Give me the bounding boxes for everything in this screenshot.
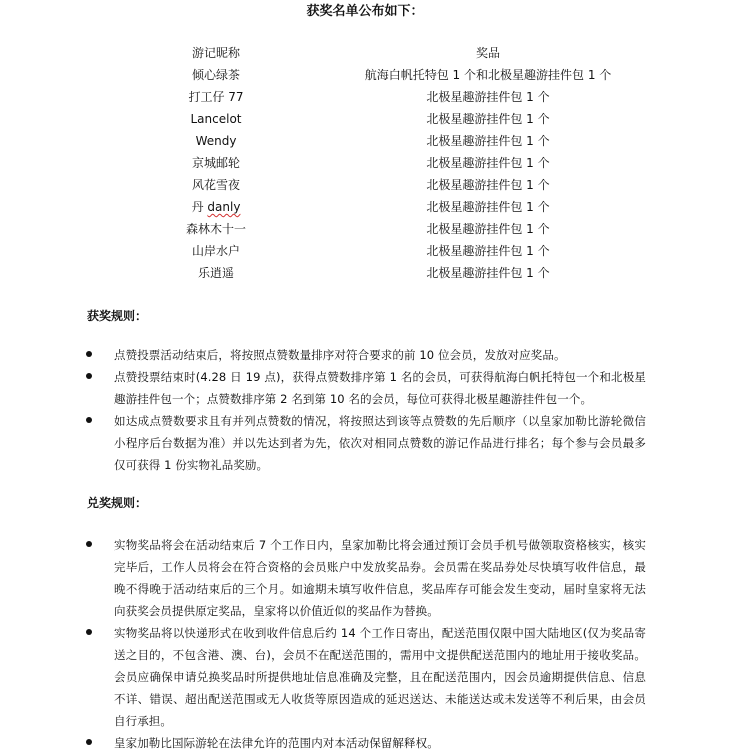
winner-prize: 北极星趣游挂件包 1 个 xyxy=(426,244,550,258)
winner-name-prefix: 丹 xyxy=(191,200,208,214)
table-row xyxy=(0,264,730,286)
table-row xyxy=(0,198,730,220)
table-row xyxy=(0,66,730,88)
rule-text: 实物奖品将以快递形式在收到收件信息后约 14 个工作日寄出，配送范围仅限中国大陆地区(仅为奖品寄送之目的，不包含港、澳、台)，会员不在配送范围的，需用中文提供配送范围内的地址用于接收奖品。会员应确保申请兑换奖品时所提供地址信息准确及完整，且在配送范围内，因会员逾期提供信息、信息不详、错误、超出配送范围或无人收货等原因造成的延迟送达、未能送达或未发送等不利后果，由会员自行承担。 xyxy=(114,626,646,728)
table-row xyxy=(0,110,730,132)
bullet-icon xyxy=(86,417,92,423)
list-item xyxy=(86,732,646,754)
winner-prize: 北极星趣游挂件包 1 个 xyxy=(426,222,550,236)
rule-text: 点赞投票结束时(4.28 日 19 点)，获得点赞数排序第 1 名的会员，可获得航海白帆托特包一个和北极星趣游挂件包一个；点赞数排序第 2 名到第 10 名的会员，每位可获得北极星趣游挂件包一个。 xyxy=(114,370,646,406)
table-row xyxy=(0,132,730,154)
table-row xyxy=(0,154,730,176)
rule-text: 点赞投票活动结束后，将按照点赞数量排序对符合要求的前 10 位会员，发放对应奖品。 xyxy=(114,348,566,362)
winner-prize: 北极星趣游挂件包 1 个 xyxy=(426,134,550,148)
winner-name: 风花雪夜 xyxy=(191,178,240,192)
winner-name: 森林木十一 xyxy=(185,222,246,236)
winner-name: 倾心绿茶 xyxy=(191,68,240,82)
winner-prize: 北极星趣游挂件包 1 个 xyxy=(426,112,550,126)
rule-text: 皇家加勒比国际游轮在法律允许的范围内对本活动保留解释权。 xyxy=(114,736,439,750)
table-row xyxy=(0,220,730,242)
column-header-prize: 奖品 xyxy=(475,46,500,60)
bullet-icon xyxy=(86,629,92,635)
table-row xyxy=(0,176,730,198)
winner-prize: 航海白帆托特包 1 个和北极星趣游挂件包 1 个 xyxy=(364,68,612,82)
award-rules-title: 获奖规则： xyxy=(87,309,148,323)
winner-name: Wendy xyxy=(195,134,237,148)
bullet-icon xyxy=(86,373,92,379)
winner-prize: 北极星趣游挂件包 1 个 xyxy=(426,266,550,280)
rule-text: 如达成点赞数要求且有并列点赞数的情况，将按照达到该等点赞数的先后顺序（以皇家加勒比游轮微信小程序后台数据为准）并以先达到者为先，依次对相同点赞数的游记作品进行排名；每个参与会员最多仅可获得 1 份实物礼品奖励。 xyxy=(114,414,646,472)
winner-name: 京城邮轮 xyxy=(191,156,240,170)
winners-table xyxy=(0,44,730,286)
page-title: 获奖名单公布如下： xyxy=(306,4,424,19)
winner-name: 山岸水户 xyxy=(191,244,240,258)
bullet-icon xyxy=(86,351,92,357)
winner-name: Lancelot xyxy=(190,112,242,126)
redeem-rules-title: 兑奖规则： xyxy=(87,496,148,510)
redeem-rules-list xyxy=(86,534,646,754)
table-row xyxy=(0,242,730,264)
winner-name: 打工仔 77 xyxy=(188,90,244,104)
winner-prize: 北极星趣游挂件包 1 个 xyxy=(426,90,550,104)
column-header-name: 游记昵称 xyxy=(191,46,240,60)
bullet-icon xyxy=(86,541,92,547)
list-item xyxy=(86,410,646,476)
list-item xyxy=(86,366,646,410)
winners-table-header xyxy=(0,44,730,66)
list-item xyxy=(86,622,646,732)
bullet-icon xyxy=(86,739,92,745)
winner-prize: 北极星趣游挂件包 1 个 xyxy=(426,156,550,170)
winner-name: 乐逍遥 xyxy=(197,266,234,280)
award-rules-list xyxy=(86,344,646,476)
spellcheck-flagged-word: danly xyxy=(207,200,241,214)
table-row xyxy=(0,88,730,110)
winner-prize: 北极星趣游挂件包 1 个 xyxy=(426,200,550,214)
winner-name xyxy=(150,198,282,216)
winner-prize: 北极星趣游挂件包 1 个 xyxy=(426,178,550,192)
rule-text: 实物奖品将会在活动结束后 7 个工作日内，皇家加勒比将会通过预订会员手机号做领取资格核实，核实完毕后，工作人员将会在符合资格的会员账户中发放奖品券。会员需在奖品券处尽快填写收件信息，最晚不得晚于活动结束后的三个月。如逾期未填写收件信息，奖品库存可能会发生变动，届时皇家将无法向获奖会员提供原定奖品，皇家将以价值近似的奖品作为替换。 xyxy=(114,538,646,618)
list-item xyxy=(86,534,646,622)
list-item xyxy=(86,344,646,366)
